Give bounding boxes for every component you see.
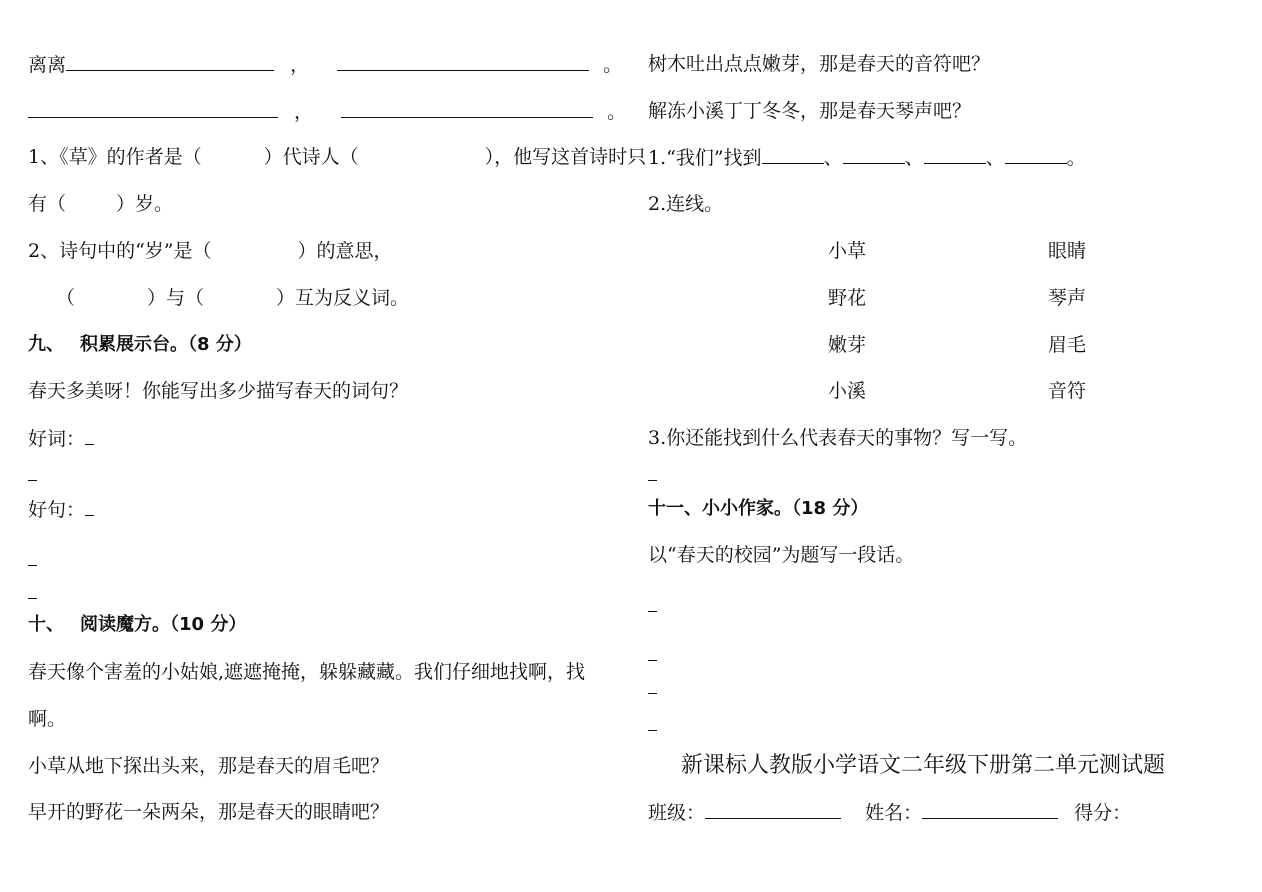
- question-text: 2、诗句中的“岁”是（: [28, 240, 212, 262]
- good-words-row: [28, 426, 94, 451]
- passage-line: 啊。: [28, 708, 67, 730]
- reading-question-2: 2.连线。: [648, 193, 724, 215]
- answer-line-row: [648, 593, 657, 618]
- match-left-item[interactable]: 小溪: [828, 380, 867, 402]
- reading-question-3: 3.你还能找到什么代表春天的事物？写一写。: [648, 427, 1028, 449]
- question-1-cont: [28, 192, 173, 216]
- answer-line-row: [648, 642, 657, 667]
- question-text: （: [56, 287, 76, 309]
- answer-line[interactable]: [85, 426, 94, 445]
- section-11-heading: 十一、小小作家。（18 分）: [648, 498, 869, 519]
- match-right-item[interactable]: 音符: [1048, 380, 1087, 402]
- question-1: [28, 145, 646, 169]
- name-label: 姓名：: [865, 802, 923, 824]
- period: 。: [1066, 147, 1086, 169]
- question-text: ）代诗人（: [263, 146, 359, 168]
- poem-line-1: [28, 52, 622, 77]
- answer-blank[interactable]: [28, 99, 278, 118]
- answer-blank[interactable]: [337, 52, 589, 71]
- answer-blank[interactable]: [341, 99, 593, 118]
- question-text: ），他写这首诗时只: [484, 146, 647, 168]
- answer-line[interactable]: [28, 462, 37, 481]
- poem-line-2: [28, 99, 626, 124]
- score-label: 得分：: [1074, 802, 1132, 824]
- answer-line[interactable]: [648, 462, 657, 481]
- match-right-item[interactable]: 眉毛: [1048, 334, 1087, 356]
- answer-line-row: [28, 547, 37, 572]
- section-number: 十、: [28, 614, 64, 635]
- match-left-item[interactable]: 野花: [828, 287, 867, 309]
- comma: ，: [290, 54, 310, 76]
- section-10-heading: [28, 613, 246, 637]
- answer-line-row: [648, 712, 657, 737]
- passage-line: 春天像个害羞的小姑娘,遮遮掩掩，躲躲藏藏。我们仔细地找啊，找: [28, 661, 586, 683]
- class-label: 班级：: [648, 802, 706, 824]
- answer-line[interactable]: [648, 593, 657, 612]
- section-9-heading: [28, 333, 252, 357]
- exam-title: 新课标人教版小学语文二年级下册第二单元测试题: [681, 753, 1166, 778]
- answer-line-row: [28, 580, 37, 605]
- student-info-row: [648, 800, 1131, 825]
- question-text: ）互为反义词。: [276, 287, 410, 309]
- passage-line: 解冻小溪丁丁冬冬，那是春天琴声吧？: [648, 100, 972, 122]
- answer-line-row: [648, 675, 657, 700]
- passage-line: 早开的野花一朵两朵，那是春天的眼睛吧？: [28, 801, 390, 823]
- answer-line-row: [28, 462, 37, 487]
- match-right-item[interactable]: 琴声: [1048, 287, 1087, 309]
- answer-blank[interactable]: [1005, 145, 1067, 164]
- passage-line: 小草从地下探出头来，那是春天的眉毛吧？: [28, 755, 390, 777]
- section-number: 九、: [28, 334, 64, 355]
- passage-line: 树木吐出点点嫩芽，那是春天的音符吧？: [648, 53, 991, 75]
- name-field[interactable]: [922, 800, 1058, 819]
- class-field[interactable]: [705, 800, 841, 819]
- question-text: 1.“我们”找到: [648, 147, 762, 169]
- answer-line[interactable]: [648, 675, 657, 694]
- match-left-item[interactable]: 小草: [828, 240, 867, 262]
- reading-question-1: [648, 145, 1086, 170]
- poem-line-start: 离离: [28, 54, 67, 76]
- match-left-item[interactable]: 嫩芽: [828, 334, 867, 356]
- question-text: ）的意思，: [297, 240, 393, 262]
- separator: 、: [985, 147, 1005, 169]
- question-2: [28, 239, 393, 263]
- section-title: 积累展示台。（8 分）: [80, 334, 252, 355]
- section-9-prompt: 春天多美呀！你能写出多少描写春天的词句？: [28, 380, 409, 402]
- answer-blank[interactable]: [924, 145, 986, 164]
- section-11-prompt: 以“春天的校园”为题写一段话。: [648, 544, 915, 566]
- question-2-cont: [56, 286, 409, 310]
- answer-line[interactable]: [648, 712, 657, 731]
- answer-blank[interactable]: [762, 145, 824, 164]
- section-title: 阅读魔方。（10 分）: [80, 614, 247, 635]
- question-text: ）与（: [147, 287, 205, 309]
- good-sentences-row: [28, 497, 94, 522]
- question-text: ）岁。: [116, 193, 174, 215]
- separator: 、: [904, 147, 924, 169]
- answer-line[interactable]: [648, 642, 657, 661]
- answer-blank[interactable]: [843, 145, 905, 164]
- answer-line-row: [648, 462, 657, 487]
- separator: 、: [823, 147, 843, 169]
- question-text: 1、《草》的作者是（: [28, 146, 202, 168]
- good-sentences-label: 好句：: [28, 499, 86, 521]
- match-right-item[interactable]: 眼睛: [1048, 240, 1087, 262]
- comma: ，: [294, 101, 314, 123]
- answer-line[interactable]: [85, 497, 94, 516]
- answer-line[interactable]: [28, 547, 37, 566]
- good-words-label: 好词：: [28, 428, 86, 450]
- answer-line[interactable]: [28, 580, 37, 599]
- period: 。: [607, 101, 627, 123]
- answer-blank[interactable]: [66, 52, 274, 71]
- question-text: 有（: [28, 193, 67, 215]
- period: 。: [603, 54, 623, 76]
